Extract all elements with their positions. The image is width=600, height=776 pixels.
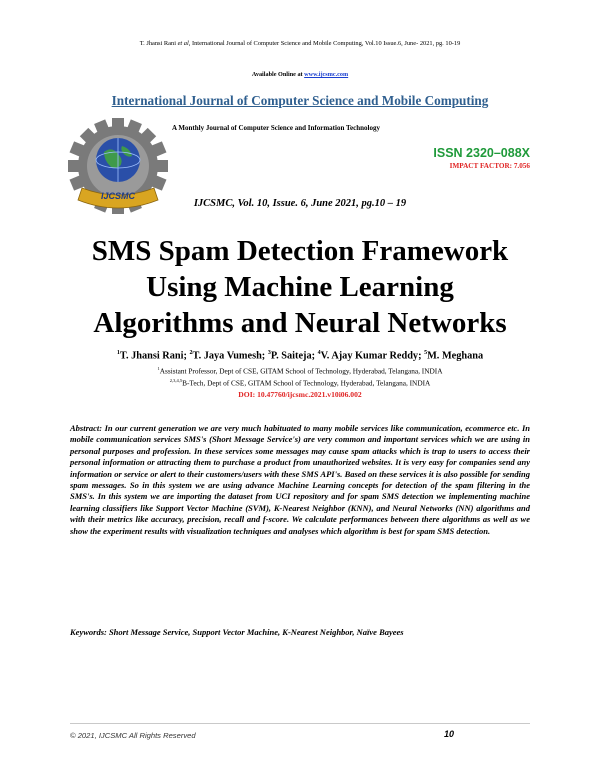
footer-divider <box>70 723 530 724</box>
available-online-line <box>0 71 600 78</box>
author-sup: 2 <box>189 350 193 356</box>
running-head-author: T. Jhansi Rani <box>139 40 176 47</box>
impact-factor: IMPACT FACTOR: 7.056 <box>449 162 530 170</box>
keywords: Keywords: Short Message Service, Support Vector Machine, K-Nearest Neighbor, Naïve Bayees <box>70 627 404 637</box>
page-number: 10 <box>444 729 455 739</box>
author-name: M. Meghana <box>427 350 484 362</box>
citation-line: IJCSMC, Vol. 10, Issue. 6, June 2021, pg.10 – 19 <box>193 198 407 209</box>
issn: ISSN 2320–088X <box>433 146 530 160</box>
journal-website-link[interactable]: www.ijcsmc.com <box>304 71 349 78</box>
running-head-rest: , International Journal of Computer Science and Mobile Computing, Vol.10 Issue.6, June- 2021, pg. 10-19 <box>188 40 461 47</box>
author-sup: 3 <box>267 350 271 356</box>
affiliation-text: Assistant Professor, Dept of CSE, GITAM School of Technology, Hyderabad, Telangana, INDIA <box>159 366 443 376</box>
journal-subtitle: A Monthly Journal of Computer Science and Information Technology <box>172 124 380 132</box>
paper-title-line: SMS Spam Detection Framework <box>91 235 509 267</box>
author-sup: 1 <box>116 350 120 356</box>
affiliation <box>0 378 600 387</box>
author-name: T. Jhansi Rani; <box>119 350 190 362</box>
affiliation-text: B-Tech, Dept of CSE, GITAM School of Technology, Hyderabad, Telangana, INDIA <box>182 378 431 388</box>
running-head-etal: et al <box>177 40 189 47</box>
abstract: Abstract: In our current generation we are very much habituated to many mobile services like communication, ecommerce etc. In mobile communication services SMS's (Short Message Service's) are very common and important services which we are using in personal purposes and profession. In these services some messages may cause spam attacks which is trap to users to access their personal information or attracting them to purchase a product from unauthorized websites. It is very easy for companies send any information or service or alert to their customers/users with these SMS API's. Based on these services it is also possible for sending spam messages. So in this system we are using advance Machine Learning concepts for detection of the spam filtering in the SMS's. In this system we are importing the dataset from UCI repository and for spam SMS detection we implementing machine learning classifiers like Support Vector Machine (SVM), K-Nearest Neighbor (KNN), and Neural Networks (NN) algorithms and with their metrics like accuracy, precision, recall and f-score. We calculate performances between there algorithms as well as we show the experiment results with visualization techniques and analyses which algorithm is best for spam SMS detection. <box>70 423 530 536</box>
affiliation-sup: 1 <box>157 366 160 371</box>
globe-icon <box>96 138 140 182</box>
affiliation-sup: 2,3,4,5 <box>169 378 183 383</box>
doi: DOI: 10.47760/ijcsmc.2021.v10i06.002 <box>238 390 362 399</box>
logo-banner <box>78 188 158 208</box>
affiliation <box>0 366 600 375</box>
paper-title-line: Algorithms and Neural Networks <box>93 307 507 339</box>
author-name: T. Jaya Vumesh; <box>192 350 268 362</box>
author-name: V. Ajay Kumar Reddy; <box>320 350 425 362</box>
author-list <box>0 350 600 361</box>
author-name: P. Saiteja; <box>270 350 318 362</box>
running-head <box>0 40 600 47</box>
available-prefix: Available Online at <box>251 71 305 78</box>
paper-title-line: Using Machine Learning <box>146 271 454 303</box>
author-sup: 5 <box>424 350 428 356</box>
logo-text: IJCSMC <box>100 191 136 201</box>
author-sup: 4 <box>317 350 321 356</box>
paper-title <box>40 233 560 341</box>
journal-title: International Journal of Computer Science and Mobile Computing <box>111 93 489 108</box>
copyright: © 2021, IJCSMC All Rights Reserved <box>70 731 196 740</box>
